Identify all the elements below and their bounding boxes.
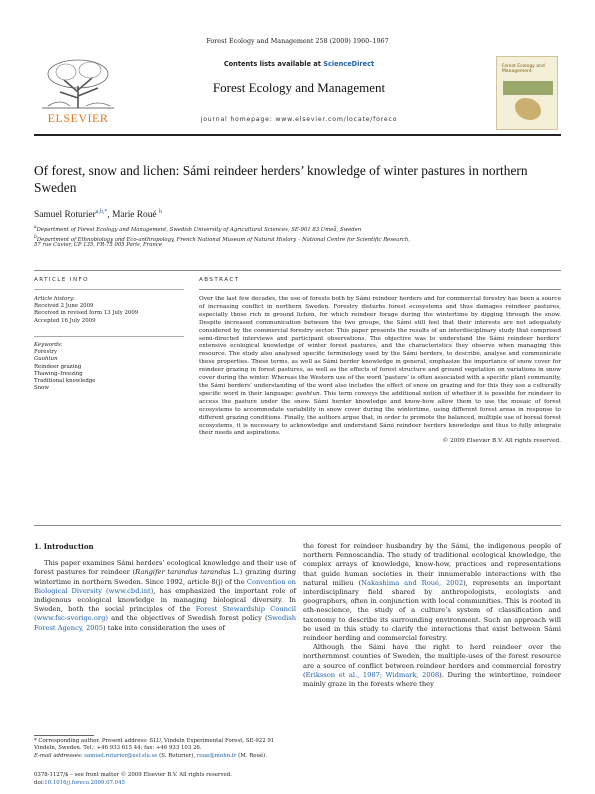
footnote-rule: [34, 735, 94, 736]
body-text: L.) grazing during wintertime in northern Sweden. Since 1992, article 8(j) of the: [34, 568, 296, 586]
email-link[interactable]: roue@mnhn.fr: [196, 752, 237, 759]
history-item: Received 2 June 2009: [34, 303, 94, 310]
author-name[interactable]: Marie Roué: [112, 210, 157, 221]
citation-link[interactable]: Forest Stewardship Council (www.fsc-sverige.org): [34, 605, 296, 623]
author-marks[interactable]: b: [158, 209, 162, 215]
cover-title: Forest Ecology and Management: [502, 64, 545, 75]
copyright-notice: © 2009 Elsevier B.V. All rights reserved.: [442, 438, 561, 445]
keyword: Guohtun: [34, 356, 58, 363]
contents-line: [130, 60, 468, 68]
body-text: This paper examines Sámi herders’ ecological knowledge and their use of forest pastures for reindeer (: [34, 559, 296, 577]
citation-link[interactable]: Convention on Biological Diversity (www.cbd.int): [34, 577, 296, 595]
affiliation-mark: a: [34, 225, 37, 230]
abstract-heading: ABSTRACT: [199, 277, 240, 283]
author-name[interactable]: Samuel Roturier: [34, 210, 96, 221]
journal-name: Forest Ecology and Management: [212, 80, 386, 95]
abstract-text: Over the last few decades, the use of forests both by Sámi reindeer herders and for commercial forestry has been a source of increasing conflict in northern Sweden. Forestry disturbs forest ecosystems and thus damages reindeer pastures, especially those rich in ground lichen, for which reindeer forage during the wintertime by digging through the snow. Despite increased communication between the two groups, the Sámi still feel that their interests are not adequately considered by the commercial forestry sector. This paper presents the results of an interdisciplinary study that comprised semi-directed interviews and participant observations. The objective was to understand the Sámi reindeer herders’ extensive ecological knowledge of winter forest pastures, and the characteristics they observe when managing this resource. The study also analysed specific terminology used by the Sámi herders, to describe, analyse and communicate these properties. These terms, as well as Sámi herder knowledge in general, emphasize the importance of snow cover for reindeer grazing in forest pastures, as well as the effects of forest structure and ground vegetation on variations in snow cover during the winter. Whereas the Western use of the word ‘pasture’ is often associated with a specific plant community, the Sámi herders’ understanding of the word also includes the effect of snow on grazing and for this they use a culturally specific word in their language:: [199, 296, 561, 397]
elsevier-logo[interactable]: [34, 56, 122, 131]
history-item: Accepted 16 July 2009: [34, 317, 96, 324]
abstract-bottom-rule: [34, 525, 561, 526]
affiliation-text: Department of Forest Ecology and Management, Swedish University of Agricultural Sciences, SE-901 83 Umeå, Sweden: [36, 226, 362, 233]
email-owner: (M. Roué).: [236, 752, 267, 759]
body-text: the forest for reindeer husbandry by the Sámi, the indigenous people of northern Fennoscandia. The study of traditional ecological knowledge, the complex arrays of knowledge, know-how, practices and representations that guide human societies in their innumerable interactions with the natural milieu (: [303, 542, 561, 587]
keyword: Forestry: [34, 349, 58, 356]
abstract-body: [199, 296, 561, 446]
affiliation-text: 57 rue Cuvier, CP 135, FR-75 005 Paris, France: [34, 242, 162, 248]
citation-link[interactable]: Nakashima and Roué, 2002: [361, 578, 464, 587]
body-text: and the objectives of Swedish forest policy (: [108, 614, 268, 623]
email-owner: (S. Roturier),: [157, 752, 197, 759]
keyword: Traditional knowledge: [34, 378, 96, 385]
doi-link[interactable]: 10.1016/j.foreco.2009.07.045: [44, 779, 125, 786]
email-label: E-mail addresses:: [34, 752, 85, 759]
abstract-term: guohtun: [295, 390, 320, 397]
body-text: ), represents an important interdisciplinary field shared by anthropologists, ecologists and geographers, often in conjunction with local communities. This is rooted in eth-noscience, the study of a culture’s system of classification and taxonomy to describe its surrounding environment. Such an approach will be used in this study to clarify the interactions that exist between Sámi reindeer herding and commercial forestry.: [303, 578, 561, 643]
cover-leaf-graphic: [515, 98, 541, 120]
article-info-divider: [34, 336, 184, 337]
citation-link[interactable]: Swedish Forest Agency, 2005: [34, 614, 296, 632]
doi-line: [34, 780, 232, 788]
history-label: Article history:: [34, 296, 75, 302]
article-history: [34, 296, 184, 325]
abstract-rule: [199, 289, 561, 290]
species-name: Rangifer tarandus tarandus: [135, 568, 231, 577]
author-separator: ,: [107, 210, 113, 221]
body-text: ). During the wintertime, reindeer mainly graze in the forests where they: [303, 670, 561, 689]
footnote: [34, 738, 296, 760]
issn-line: 0378-1127/$ – see front matter © 2009 Elsevier B.V. All rights reserved.: [34, 772, 232, 778]
publication-info: [34, 772, 232, 787]
body-text: ) take into consideration the uses of: [102, 623, 226, 632]
contents-prefix: Contents lists available at: [223, 60, 324, 68]
author-marks[interactable]: a,b,*: [95, 209, 108, 215]
history-item: Received in revised form 13 July 2009: [34, 310, 139, 317]
body-text: , has emphasized the important role of indigenous ecological knowledge in managing biological diversity. In Sweden, both the social principles of the: [34, 586, 297, 614]
body-text: Although the Sámi have the right to herd reindeer over the northernmost counties of Sweden, the multiple-uses of the forest resource are a source of conflict between reindeer herders and commercial forestry (: [303, 643, 561, 679]
affiliation-text: Department of Ethnobiology and Eco-anthropology, French National Museum of Natural History – National Centre for Scientific Research,: [36, 236, 410, 243]
masthead-rule: [34, 134, 561, 136]
running-head: Forest Ecology and Management 258 (2009) 1960–1967: [206, 37, 389, 45]
intro-left-column: [34, 542, 296, 633]
section-heading: 1. Introduction: [34, 542, 94, 551]
citation-link[interactable]: Eriksson et al., 1987; Widmark, 2008: [305, 670, 440, 679]
affiliation: [34, 242, 561, 249]
affiliation-mark: b: [34, 235, 37, 240]
journal-masthead: [34, 56, 561, 131]
journal-homepage-link[interactable]: journal homepage: www.elsevier.com/locate/foreco: [200, 116, 398, 123]
keywords-label: Keywords:: [34, 342, 63, 348]
article-info-rule: [34, 289, 184, 290]
corresponding-author-note: * Corresponding author. Present address: SLU, Vindeln Experimental Forest, SE-922 91 Vindeln, Sweden. Tel.: +46 933 615 44; fax: +46 933 103 26.: [34, 738, 275, 752]
email-note: [34, 753, 296, 760]
elsevier-tree-icon: [40, 58, 116, 110]
header-rule: [34, 270, 561, 271]
article-info-heading: ARTICLE INFO: [34, 277, 89, 283]
sciencedirect-link[interactable]: ScienceDirect: [323, 60, 375, 68]
email-link[interactable]: samuel.roturier@esf.slu.se: [84, 752, 158, 759]
abstract-text: . This term conveys the additional notion of whether it is possible for reindeer to access the pasture under the snow. Sámi herder knowledge and know-how allow them to use the mosaic of forest ecosystems to accommodate variability in snow cover during the wintertime, using different forest areas in response to different grazing conditions. Finally, the authors argue that, in order to promote the balanced, multiple use of boreal forest ecosystems, it is necessary to acknowledge and understand Sámi reindeer herders knowledge and thus to fully integrate their needs and aspirations.: [199, 390, 562, 437]
masthead-center: [130, 56, 468, 131]
cover-band: [503, 81, 553, 95]
journal-cover-thumbnail[interactable]: [496, 56, 558, 130]
intro-right-column: [303, 542, 561, 689]
keyword: Reindeer grazing: [34, 363, 82, 370]
keyword: Thawing–freezing: [34, 370, 83, 377]
article-title: Of forest, snow and lichen: Sámi reindeer herders’ knowledge of winter pastures in northern Sweden: [34, 163, 528, 195]
author-line: [34, 209, 162, 220]
affiliation: [34, 224, 561, 234]
doi-prefix: doi:: [34, 779, 45, 786]
elsevier-wordmark: ELSEVIER: [47, 111, 109, 125]
keyword: Snow: [34, 385, 50, 392]
keywords: [34, 342, 184, 392]
